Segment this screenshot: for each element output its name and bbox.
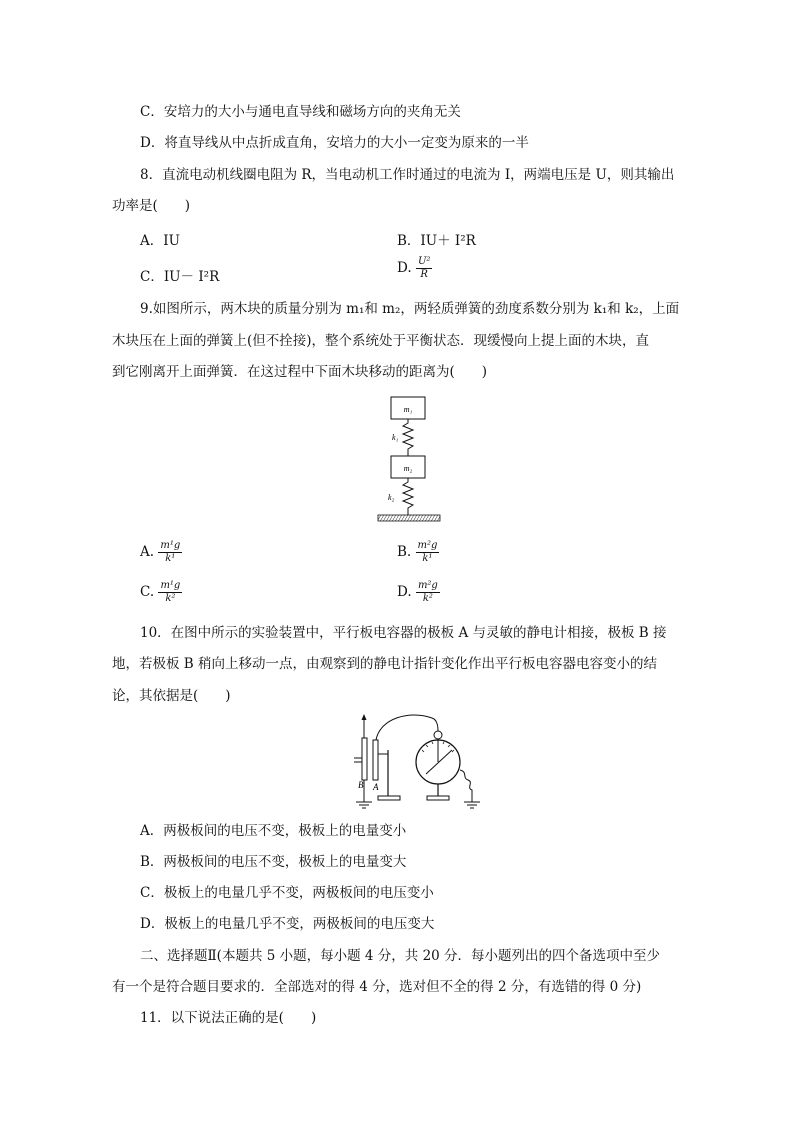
q9-option-c-numerator: m¹g	[160, 580, 181, 591]
q9-option-c-denominator: k²	[165, 593, 176, 604]
q9-stem-line1: 9.如图所示，两木块的质量分别为 m₁和 m₂，两轻质弹簧的劲度系数分别为 k₁和 k₂，上面	[140, 301, 680, 317]
q9-option-a-denominator: k¹	[165, 553, 176, 564]
q8-option-c: C．IU－ I²R	[140, 269, 220, 285]
q9-option-b-denominator: k¹	[422, 553, 433, 564]
q10-stem-line2: 地，若极板 B 稍向上移动一点，由观察到的静电计指针变化作出平行板电容器电容变小的结	[112, 656, 658, 672]
q9-option-c	[140, 580, 182, 605]
label-m2: m₂	[403, 464, 413, 473]
q9-option-b-prefix: B.	[397, 544, 412, 560]
q9-option-c-prefix: C.	[140, 584, 155, 600]
up-arrow-icon	[362, 714, 367, 720]
q9-option-a-fraction	[158, 540, 182, 565]
q8-option-d-denominator: R	[420, 269, 428, 280]
q9-option-d-numerator: m²g	[417, 580, 438, 591]
q9-option-a	[140, 540, 182, 565]
plate-b	[362, 738, 367, 780]
label-plate-b: B	[358, 780, 364, 790]
spring-k2	[403, 478, 413, 515]
q8-option-b: B．IU＋ I²R	[397, 233, 476, 249]
section2-heading-line2: 有一个是符合题目要求的．全部选对的得 4 分，选对但不全的得 2 分，有选错的得 0 分)	[112, 979, 642, 995]
label-plate-a: A	[373, 782, 379, 792]
q7-option-c: C．安培力的大小与通电直导线和磁场方向的夹角无关	[140, 104, 461, 120]
label-k1: k₁	[392, 433, 399, 442]
q9-option-c-fraction	[158, 580, 182, 605]
section2-heading-line1: 二、选择题Ⅱ(本题共 5 小题，每小题 4 分，共 20 分．每小题列出的四个备选项中至少	[140, 948, 661, 964]
q9-option-b	[397, 540, 439, 565]
q9-stem-line2: 木块压在上面的弹簧上(但不拴接)，整个系统处于平衡状态．现缓慢向上提上面的木块，直	[112, 333, 650, 349]
q8-stem-line1: 8．直流电动机线圈电阻为 R，当电动机工作时通过的电流为 I，两端电压是 U，则其输出	[140, 167, 675, 183]
q7-option-d: D．将直导线从中点折成直角，安培力的大小一定变为原来的一半	[140, 135, 529, 151]
q9-option-d	[397, 580, 440, 605]
plate-a-base	[378, 796, 400, 800]
q9-option-b-numerator: m²g	[417, 540, 438, 551]
q10-stem-line3: 论，其依据是( )	[112, 688, 231, 704]
q10-option-a: A．两极板间的电压不变，极板上的电量变小	[140, 823, 407, 839]
q9-option-d-denominator: k²	[422, 593, 433, 604]
ground	[378, 515, 440, 521]
spring-k1	[403, 419, 413, 456]
q9-option-a-prefix: A.	[140, 544, 155, 560]
q8-option-a: A．IU	[140, 233, 180, 249]
q10-option-c: C．极板上的电量几乎不变，两极板间的电压变小	[140, 885, 434, 901]
q8-option-d-fraction	[416, 256, 432, 281]
q8-stem-line2: 功率是( )	[112, 198, 191, 214]
label-k2: k₂	[388, 493, 395, 502]
q10-option-d: D．极板上的电量几乎不变，两极板间的电压变大	[140, 916, 435, 932]
electrometer-ground-wire	[460, 770, 472, 802]
q9-stem-line3: 到它刚离开上面弹簧．在这过程中下面木块移动的距离为( )	[112, 364, 488, 380]
connecting-wire	[376, 715, 438, 740]
q8-option-d-prefix: D.	[397, 260, 412, 276]
q9-option-b-fraction	[416, 540, 440, 565]
electrometer-base	[427, 796, 449, 800]
q8-option-d-numerator: U²	[417, 256, 431, 267]
q9-option-a-numerator: m¹g	[160, 540, 181, 551]
plate-a	[373, 740, 378, 780]
q11-stem: 11．以下说法正确的是( )	[140, 1010, 317, 1026]
label-m1: m₁	[403, 405, 413, 414]
capacitor-electrometer-figure	[340, 710, 490, 810]
q10-stem-line1: 10．在图中所示的实验装置中，平行板电容器的极板 A 与灵敏的静电计相接，极板 B 接	[140, 625, 667, 641]
q9-option-d-prefix: D.	[397, 584, 412, 600]
q10-option-b: B．两极板间的电压不变，极板上的电量变大	[140, 854, 407, 870]
electrometer-knob	[434, 731, 442, 739]
q8-option-d	[397, 256, 432, 281]
q9-option-d-fraction	[416, 580, 440, 605]
spring-block-figure	[370, 393, 450, 528]
